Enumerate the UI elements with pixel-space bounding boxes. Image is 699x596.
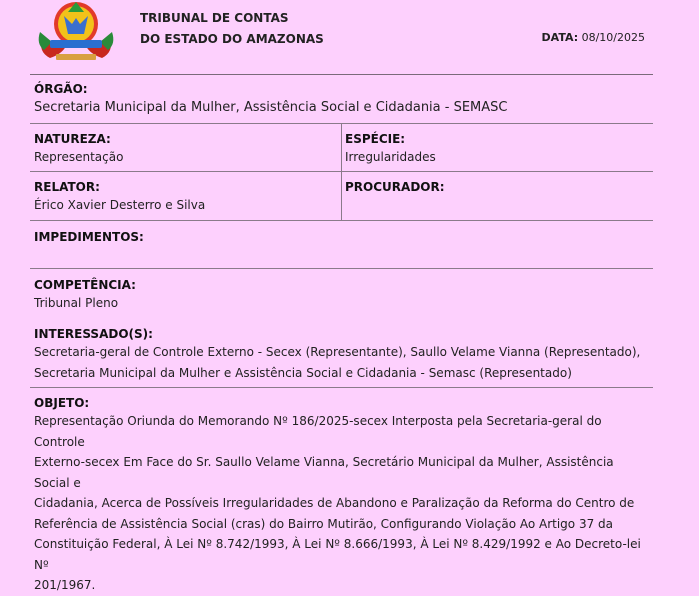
interessados-label: INTERESSADO(S):	[34, 327, 153, 341]
divider	[30, 220, 653, 221]
objeto-line: Referência de Assistência Social (cras) do Bairro Mutirão, Configurando Violação Ao Artigo 37 da	[34, 516, 614, 531]
impedimentos-field	[34, 230, 144, 244]
divider	[30, 387, 653, 388]
relator-label: RELATOR:	[34, 180, 100, 194]
divider	[30, 268, 653, 269]
orgao-field	[34, 82, 508, 115]
date-value: 08/10/2025	[581, 31, 645, 44]
date-label: DATA:	[541, 31, 579, 44]
especie-value: Irregularidades	[345, 150, 436, 164]
column-divider	[341, 123, 342, 220]
interessados-line: Secretaria-geral de Controle Externo - Secex (Representante), Saullo Velame Vianna (Representado),	[34, 345, 641, 359]
competencia-value: Tribunal Pleno	[34, 296, 119, 310]
objeto-line: Cidadania, Acerca de Possíveis Irregularidades de Abandono e Paralização da Reforma do Centro de	[34, 496, 635, 510]
objeto-text	[34, 411, 653, 596]
objeto-line: Externo-secex Em Face do Sr. Saullo Velame Vianna, Secretário Municipal da Mulher, Assistência Social e	[34, 455, 614, 490]
relator-value: Érico Xavier Desterro e Silva	[34, 198, 206, 212]
natureza-field	[34, 132, 123, 164]
procurador-field	[345, 180, 445, 198]
competencia-field	[34, 278, 136, 310]
especie-field	[345, 132, 436, 164]
especie-label: ESPÉCIE:	[345, 132, 406, 146]
natureza-label: NATUREZA:	[34, 132, 111, 146]
objeto-line: Constituição Federal, À Lei Nº 8.742/1993, À Lei Nº 8.666/1993, À Lei Nº 8.429/1992 e Ao Decreto-lei Nº	[34, 537, 641, 572]
tce-am-crest-icon	[36, 0, 116, 66]
orgao-value: Secretaria Municipal da Mulher, Assistência Social e Cidadania - SEMASC	[34, 100, 508, 115]
competencia-label: COMPETÊNCIA:	[34, 278, 136, 292]
impedimentos-label: IMPEDIMENTOS:	[34, 230, 144, 244]
organization-name-line2: DO ESTADO DO AMAZONAS	[140, 32, 324, 46]
orgao-label: ÓRGÃO:	[34, 82, 88, 96]
interessados-field	[34, 327, 653, 383]
document-page	[30, 0, 653, 592]
procurador-label: PROCURADOR:	[345, 180, 445, 194]
document-date	[542, 31, 645, 44]
document-header	[30, 0, 653, 75]
objeto-line: 201/1967.	[34, 578, 96, 592]
objeto-line: Representação Oriunda do Memorando Nº 186/2025-secex Interposta pela Secretaria-geral do Controle	[34, 414, 602, 449]
interessados-text	[34, 342, 653, 383]
relator-field	[34, 180, 205, 212]
objeto-label: OBJETO:	[34, 396, 90, 410]
interessados-line: Secretaria Municipal da Mulher e Assistência Social e Cidadania - Semasc (Representado)	[34, 365, 572, 380]
natureza-value: Representação	[34, 150, 124, 164]
objeto-field	[34, 396, 653, 596]
organization-name	[140, 8, 324, 50]
organization-name-line1: TRIBUNAL DE CONTAS	[140, 11, 289, 25]
